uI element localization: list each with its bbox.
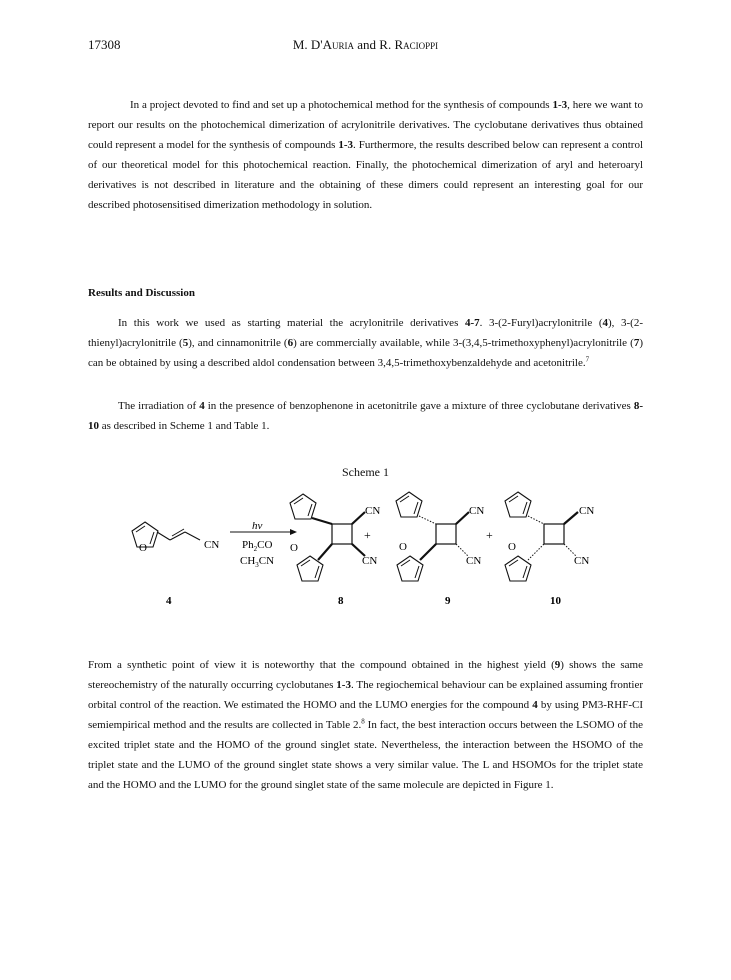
compound-label: 9 (445, 595, 451, 607)
compound-9-structure (396, 492, 484, 607)
running-head-prefix: M. D' (292, 37, 323, 52)
citation-ref: 8 (361, 717, 365, 726)
nitrile-label: CN (365, 505, 381, 517)
reagent-benzophenone: $Ph_2CO$ (242, 539, 273, 553)
irradiation-text: in the presence of benzophenone in acetonitrile gave a mixture of three cyclobutane derivatives (204, 400, 634, 412)
intro-text-1: In a project devoted to find and set up a photochemical method for the synthesis of compounds (130, 99, 553, 111)
discussion-text: ) shows the same stereochemistry of the naturally occurring cyclobutanes (88, 659, 643, 691)
compound-ref: 5 (182, 337, 189, 349)
irradiation-text: as described in Scheme 1 and Table 1. (99, 420, 270, 432)
scheme-title: Scheme 1 (342, 465, 389, 479)
irradiation-text: The irradiation of (118, 400, 200, 412)
nitrile-label: CN (466, 555, 482, 567)
compound-ref: 1-3 (338, 139, 353, 151)
oxygen-label: O (399, 541, 407, 553)
nitrile-label: CN (574, 555, 590, 567)
compound-ref: 9 (554, 659, 561, 671)
compound-10-structure (505, 492, 594, 607)
discussion-text: . The regiochemical behaviour can be explained assuming frontier orbital control of the reaction. We estimated the HOMO and the LUMO energies for the compound (88, 679, 643, 711)
compound-8-structure (290, 494, 380, 607)
oxygen-label: O (139, 542, 147, 554)
reaction-arrow (230, 520, 297, 569)
page-header (88, 37, 643, 57)
intro-paragraph (88, 95, 643, 215)
section-heading: Results and Discussion (88, 287, 195, 299)
oxygen-label: O (290, 542, 298, 554)
compound-label: 10 (550, 595, 561, 607)
compound-ref: 1-3 (336, 679, 351, 691)
plus-sign: + (364, 528, 371, 542)
compound-ref: 4-7 (464, 317, 480, 329)
results-text: In this work we used as starting material the acrylonitrile derivatives (118, 317, 465, 329)
nitrile-label: CN (579, 505, 595, 517)
results-text: ) are commercially available, while 3-(3,4,5-trimethoxyphenyl)acrylonitrile ( (293, 337, 634, 349)
discussion-text: by using PM3-RHF-CI semiempirical method and the results are collected in Table 2. (88, 699, 643, 731)
running-head-and: and R. (354, 37, 395, 52)
results-text: ), and cinnamonitrile ( (188, 337, 288, 349)
intro-text-2: , here we want to report our results on the photochemical dimerization of acrylonitrile derivatives. The cyclobutane derivatives thus obtained could represent a model for the synthesis of compounds (88, 99, 643, 151)
compound-label: 4 (166, 595, 172, 607)
compound-ref: 4 (602, 317, 608, 329)
results-text: ) can be obtained by using a described aldol condensation between 3,4,5-trimethoxybenzaldehyde and acetonitrile. (88, 337, 643, 369)
compound-ref: 4 (532, 699, 538, 711)
reaction-scheme (100, 480, 640, 620)
nitrile-label: CN (469, 505, 485, 517)
author-surname-2: Racioppi (394, 37, 439, 52)
discussion-text: From a synthetic point of view it is noteworthy that the compound obtained in the highest yield ( (88, 659, 555, 671)
oxygen-label: O (508, 541, 516, 553)
plus-sign: + (486, 528, 493, 542)
compound-ref: 6 (287, 337, 294, 349)
discussion-paragraph (88, 655, 643, 795)
hv-label: hν (252, 520, 263, 532)
discussion-text: In fact, the best interaction occurs between the LSOMO of the excited triplet state and the HOMO of the ground singlet state. Nevertheless, the interaction between the HSOMO of the triplet state and the LUMO of the ground singlet state shows a very similar value. The L and HSOMOs for the triplet state and the HOMO and the LUMO for the ground singlet state of the same molecule are depicted in Figure 1. (88, 719, 643, 791)
intro-text-3: . Furthermore, the results described below can represent a control of our theoretical model for this photochemical reaction. Finally, the photochemical dimerization of aryl and heteroaryl derivatives is not described in literature and the obtaining of these dimers could represent an interesting goal for our described photosensitised dimerization methodology in solution. (88, 139, 643, 211)
irradiation-paragraph (88, 396, 643, 436)
citation-ref: 7 (585, 355, 590, 364)
nitrile-label: CN (204, 539, 220, 551)
compound-ref: 8-10 (88, 400, 643, 432)
compound-ref: 7 (633, 337, 640, 349)
nitrile-label: CN (362, 555, 378, 567)
results-text: . 3-(2-Furyl)acrylonitrile ( (479, 317, 603, 329)
results-paragraph (88, 313, 643, 373)
author-surname-1: Auria (322, 37, 355, 52)
reagent-acetonitrile: $CH_3CN$ (240, 555, 275, 569)
results-text: ), 3-(2-thienyl)acrylonitrile ( (88, 317, 644, 349)
compound-4-structure (132, 522, 219, 607)
compound-ref: 1-3 (552, 99, 568, 111)
page-number: 17308 (88, 37, 121, 52)
running-head (88, 37, 643, 53)
compound-ref: 4 (199, 400, 205, 412)
compound-label: 8 (338, 595, 344, 607)
